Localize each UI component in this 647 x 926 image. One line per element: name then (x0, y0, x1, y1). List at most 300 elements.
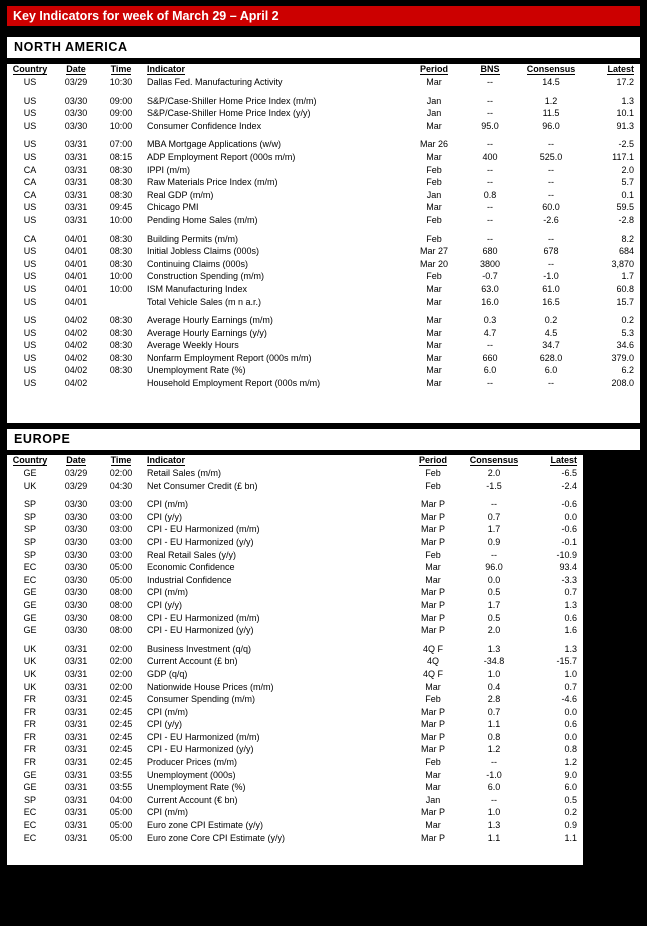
table-cell: US (23, 352, 37, 363)
table-cell: 03/30 (64, 562, 88, 573)
table-cell: 16.5 (542, 296, 560, 307)
table-cell: 03/31 (64, 807, 88, 818)
table-cell: 628.0 (539, 352, 563, 363)
table-row (7, 743, 583, 756)
table-cell: 09:45 (109, 202, 133, 213)
table-cell: 14.5 (542, 77, 560, 87)
table-cell: Euro zone Core CPI Estimate (y/y) (147, 832, 286, 843)
table-row (7, 794, 583, 807)
indicator-table (7, 64, 640, 390)
table-cell: UK (23, 643, 37, 654)
table-cell: 03:55 (109, 769, 133, 780)
table-cell: 02:00 (109, 468, 133, 478)
table-cell: 03/31 (64, 202, 88, 213)
table-cell: -- (487, 108, 493, 119)
table-cell: 6.0 (483, 365, 497, 376)
table-cell: 0.9 (487, 536, 501, 547)
table-row (7, 339, 640, 352)
table-cell: CPI (m/m) (147, 499, 188, 510)
table-cell: 0.0 (487, 574, 501, 585)
table-cell: Mar P (420, 536, 445, 547)
table-cell: Unemployment Rate (%) (147, 365, 246, 376)
table-cell: 03/31 (64, 681, 88, 692)
table-cell: 05:00 (109, 820, 133, 831)
table-cell: 0.2 (544, 315, 558, 326)
table-row (7, 693, 583, 706)
table-cell: 02:45 (109, 694, 133, 705)
table-cell: 03/31 (64, 832, 88, 843)
table-row (7, 624, 583, 637)
table-cell: Mar (426, 202, 442, 213)
table-cell: 08:30 (109, 352, 133, 363)
table-cell: 1.6 (564, 625, 577, 636)
table-cell: Net Consumer Credit (£ bn) (147, 480, 258, 491)
table-cell: UK (23, 480, 37, 491)
table-cell: 08:30 (109, 258, 133, 269)
table-cell: Feb (425, 757, 441, 768)
table-cell: 91.3 (616, 120, 634, 131)
table-cell: 10:00 (109, 120, 133, 131)
table-row (7, 314, 640, 327)
table-cell: 04/02 (64, 365, 88, 376)
table-cell: CPI - EU Harmonized (m/m) (147, 612, 260, 623)
table-cell: 17.2 (616, 77, 634, 87)
table-cell: 0.7 (564, 587, 577, 598)
table-cell: 2.0 (487, 625, 501, 636)
table-cell: 08:30 (109, 315, 133, 326)
table-cell: Mar P (420, 612, 445, 623)
table-cell: Mar (425, 820, 441, 831)
table-cell: US (23, 327, 37, 338)
table-cell: 03/31 (64, 820, 88, 831)
table-cell: -3.3 (561, 574, 577, 585)
table-cell: -34.8 (483, 656, 505, 667)
table-cell: -- (487, 77, 493, 87)
table-cell: 1.0 (564, 668, 577, 679)
table-cell: -- (548, 378, 554, 389)
table-cell: Mar 20 (419, 258, 448, 269)
table-cell: Mar 26 (419, 139, 448, 150)
table-cell: -- (548, 177, 554, 188)
table-cell: 08:30 (109, 246, 133, 257)
table-row (7, 574, 583, 587)
table-cell: Consumer Spending (m/m) (147, 694, 256, 705)
table-cell: Feb (425, 480, 441, 491)
table-cell: 1.1 (564, 832, 577, 843)
table-cell: 03/31 (64, 164, 88, 175)
column-header: Country (12, 455, 48, 465)
table-row (7, 655, 583, 668)
table-row (7, 781, 583, 794)
table-cell: 4.5 (544, 327, 558, 338)
table-cell: Current Account (£ bn) (147, 656, 238, 667)
table-cell: 04/02 (64, 327, 88, 338)
column-header: Consensus (469, 455, 519, 465)
table-row (7, 536, 583, 549)
table-cell: -1.5 (486, 480, 502, 491)
table-cell: 15.7 (616, 296, 634, 307)
table-cell: 03/30 (64, 574, 88, 585)
table-cell: 61.0 (542, 283, 560, 294)
table-cell: Feb (426, 177, 442, 188)
table-cell: Mar P (420, 719, 445, 730)
table-cell: 03/31 (64, 656, 88, 667)
table-cell: 03/31 (64, 139, 88, 150)
table-cell: Mar (425, 574, 441, 585)
table-cell: GE (23, 625, 37, 636)
table-cell: 03/30 (64, 549, 88, 560)
table-cell: 6.0 (564, 782, 577, 793)
table-cell: -0.6 (561, 499, 577, 510)
table-row (7, 76, 640, 89)
table-cell: 08:15 (109, 151, 133, 162)
table-cell: 525.0 (539, 151, 563, 162)
column-header: Latest (550, 455, 577, 465)
table-cell: 1.0 (487, 807, 501, 818)
table-cell: SP (23, 794, 36, 805)
table-cell: 03/30 (64, 612, 88, 623)
table-row (7, 164, 640, 177)
table-cell: Average Weekly Hours (147, 340, 239, 351)
table-cell: CPI (y/y) (147, 511, 182, 522)
table-cell: 6.0 (487, 782, 501, 793)
table-cell: 05:00 (109, 574, 133, 585)
table-cell: MBA Mortgage Applications (w/w) (147, 139, 282, 150)
table-cell: Continuing Claims (000s) (147, 258, 249, 269)
table-cell: Consumer Confidence Index (147, 120, 262, 131)
table-row (7, 756, 583, 769)
table-cell: 02:45 (109, 731, 133, 742)
table-cell: US (23, 258, 37, 269)
table-cell: 03/31 (64, 794, 88, 805)
table-cell: -4.6 (561, 694, 577, 705)
table-europe (6, 454, 584, 866)
table-cell: 02:00 (109, 643, 133, 654)
table-cell: 4Q F (422, 643, 443, 654)
table-cell: 03/31 (64, 668, 88, 679)
table-cell: -2.6 (543, 214, 559, 225)
table-cell: Mar P (420, 832, 445, 843)
table-cell: UK (23, 656, 37, 667)
table-cell: CPI (y/y) (147, 719, 182, 730)
table-cell: 10.1 (616, 108, 634, 119)
table-cell: -10.9 (556, 549, 577, 560)
table-cell: Nonfarm Employment Report (000s m/m) (147, 352, 312, 363)
table-row (7, 151, 640, 164)
table-cell: -- (548, 233, 554, 244)
table-cell: Mar P (420, 807, 445, 818)
table-cell: 678 (543, 246, 559, 257)
table-cell: 0.8 (483, 189, 497, 200)
table-cell: FR (24, 706, 36, 717)
table-cell: 379.0 (611, 352, 634, 363)
table-row (7, 599, 583, 612)
table-cell: Real GDP (m/m) (147, 189, 214, 200)
table-cell: -- (548, 164, 554, 175)
table-cell: Building Permits (m/m) (147, 233, 239, 244)
table-row (7, 806, 583, 819)
table-cell: FR (24, 694, 36, 705)
table-row (7, 498, 583, 511)
table-cell: FR (24, 731, 36, 742)
table-cell: Initial Jobless Claims (000s) (147, 246, 260, 257)
table-cell: EC (23, 807, 37, 818)
table-cell: -- (487, 139, 493, 150)
table-cell (99, 377, 143, 390)
table-cell: Mar P (420, 625, 445, 636)
table-cell: EC (23, 574, 37, 585)
table-row (7, 189, 640, 202)
table-cell: -- (487, 233, 493, 244)
table-cell: Jan (426, 95, 442, 106)
table-cell: Mar (426, 352, 442, 363)
table-cell: Mar P (420, 731, 445, 742)
table-cell: Mar P (420, 706, 445, 717)
table-cell: 10:30 (109, 77, 133, 87)
table-row (7, 832, 583, 845)
table-cell: GE (23, 599, 37, 610)
table-cell: 04/01 (64, 296, 88, 307)
table-cell: 11.5 (542, 108, 560, 119)
table-cell: Feb (426, 233, 442, 244)
table-cell: US (23, 271, 37, 282)
table-cell: CPI - EU Harmonized (y/y) (147, 625, 254, 636)
table-cell: 04/02 (64, 315, 88, 326)
table-cell: 03/31 (64, 177, 88, 188)
table-cell: 680 (482, 246, 498, 257)
table-cell: -- (548, 258, 554, 269)
table-cell: CPI (y/y) (147, 599, 182, 610)
table-cell: 93.4 (559, 562, 577, 573)
table-cell: 4.7 (483, 327, 497, 338)
table-cell: 08:30 (109, 233, 133, 244)
table-cell: CPI (m/m) (147, 706, 188, 717)
table-cell: -- (491, 794, 497, 805)
table-cell: CPI - EU Harmonized (y/y) (147, 536, 254, 547)
table-cell: -- (491, 757, 497, 768)
table-cell: Business Investment (q/q) (147, 643, 252, 654)
column-header: Country (12, 64, 48, 74)
table-cell: -- (487, 95, 493, 106)
table-cell: FR (24, 719, 36, 730)
table-cell: 08:00 (109, 625, 133, 636)
table-row (7, 586, 583, 599)
table-cell: US (23, 214, 37, 225)
table-cell: 08:30 (109, 327, 133, 338)
table-row (7, 612, 583, 625)
table-cell: US (23, 95, 37, 106)
table-cell: Nationwide House Prices (m/m) (147, 681, 274, 692)
table-cell: CA (23, 177, 37, 188)
table-cell: 03/30 (64, 587, 88, 598)
table-cell: 16.0 (481, 296, 499, 307)
table-row (7, 283, 640, 296)
table-row (7, 214, 640, 227)
table-cell: EC (23, 562, 37, 573)
table-cell: 0.7 (487, 511, 501, 522)
table-cell: Current Account (€ bn) (147, 794, 238, 805)
table-cell: 0.0 (564, 731, 577, 742)
table-cell: -2.4 (561, 480, 577, 491)
table-cell: CA (23, 189, 37, 200)
table-cell: 03/31 (64, 757, 88, 768)
table-cell: -0.1 (561, 536, 577, 547)
column-header: Date (66, 64, 86, 74)
table-cell: SP (23, 536, 36, 547)
table-cell: 1.3 (621, 95, 634, 106)
section-title: EUROPE (14, 432, 71, 446)
table-cell: FR (24, 744, 36, 755)
table-cell: CPI - EU Harmonized (y/y) (147, 744, 254, 755)
table-cell: 02:00 (109, 681, 133, 692)
table-cell: Feb (425, 694, 441, 705)
table-row (7, 120, 640, 133)
table-cell: 04/02 (64, 352, 88, 363)
table-cell: US (23, 120, 37, 131)
table-cell: Feb (426, 164, 442, 175)
table-cell: 6.0 (544, 365, 558, 376)
table-cell: 09:00 (109, 95, 133, 106)
table-cell: CA (23, 233, 37, 244)
table-row (7, 668, 583, 681)
table-cell: CPI (m/m) (147, 587, 188, 598)
table-cell: 1.3 (487, 643, 501, 654)
table-cell: US (23, 296, 37, 307)
table-cell: 208.0 (611, 378, 634, 389)
table-cell: 9.0 (564, 769, 577, 780)
table-cell: -- (487, 177, 493, 188)
table-cell: 03/31 (64, 189, 88, 200)
table-cell: -- (491, 549, 497, 560)
table-cell: US (23, 378, 37, 389)
table-cell: 1.0 (487, 668, 501, 679)
table-cell: 03/31 (64, 731, 88, 742)
table-cell: 05:00 (109, 807, 133, 818)
table-cell: Construction Spending (m/m) (147, 271, 265, 282)
table-cell: -2.8 (618, 214, 634, 225)
table-cell: 60.0 (542, 202, 560, 213)
table-cell: -- (487, 340, 493, 351)
table-cell: S&P/Case-Shiller Home Price Index (y/y) (147, 108, 311, 119)
table-cell: Unemployment (000s) (147, 769, 236, 780)
table-row (7, 731, 583, 744)
column-header: Time (110, 455, 132, 465)
table-cell: 1.2 (487, 744, 501, 755)
table-row (7, 549, 583, 562)
table-cell: 2.0 (487, 468, 501, 478)
table-cell: Mar P (420, 499, 445, 510)
table-cell: 5.7 (621, 177, 634, 188)
table-cell: Household Employment Report (000s m/m) (147, 378, 321, 389)
table-cell: 1.7 (487, 599, 501, 610)
table-cell: Jan (425, 794, 441, 805)
table-cell: 08:30 (109, 164, 133, 175)
table-row (7, 233, 640, 246)
table-cell: US (23, 365, 37, 376)
table-cell: CPI - EU Harmonized (m/m) (147, 524, 260, 535)
table-cell: 0.7 (564, 681, 577, 692)
table-cell: GE (23, 587, 37, 598)
indicator-table (7, 455, 583, 844)
table-row (7, 270, 640, 283)
table-cell: 04/01 (64, 283, 88, 294)
table-cell: 04:30 (109, 480, 133, 491)
table-cell: 03/30 (64, 95, 88, 106)
table-cell: 684 (618, 246, 634, 257)
table-cell: Mar (426, 120, 442, 131)
table-row (7, 364, 640, 377)
table-cell: -- (548, 139, 554, 150)
table-cell: 03/29 (64, 480, 88, 491)
table-cell: 03/30 (64, 120, 88, 131)
table-cell: Jan (426, 189, 442, 200)
table-cell: 1.1 (487, 832, 501, 843)
table-row (7, 327, 640, 340)
table-cell: 4Q F (422, 668, 443, 679)
table-row (7, 819, 583, 832)
table-cell: 0.0 (564, 511, 577, 522)
table-cell: Mar (425, 782, 441, 793)
table-cell: SP (23, 511, 36, 522)
table-cell: -0.6 (561, 524, 577, 535)
table-cell: 0.8 (487, 731, 501, 742)
table-cell: 03/31 (64, 694, 88, 705)
table-cell: Mar (426, 378, 442, 389)
table-cell: 0.6 (564, 719, 577, 730)
table-cell: FR (24, 757, 36, 768)
table-cell: CPI - EU Harmonized (m/m) (147, 731, 260, 742)
table-cell: 34.6 (616, 340, 634, 351)
document-title-bar (6, 5, 641, 27)
table-cell: Feb (425, 468, 441, 478)
table-cell: 08:30 (109, 177, 133, 188)
table-cell: SP (23, 549, 36, 560)
table-cell: -1.0 (543, 271, 559, 282)
page-title: Key Indicators for week of March 29 – April 2 (13, 9, 279, 23)
table-cell: US (23, 340, 37, 351)
table-cell: Euro zone CPI Estimate (y/y) (147, 820, 264, 831)
table-cell: Chicago PMI (147, 202, 199, 213)
table-row (7, 138, 640, 151)
table-cell: 03/31 (64, 769, 88, 780)
table-cell: 02:45 (109, 757, 133, 768)
table-cell: Jan (426, 108, 442, 119)
table-cell: 03/31 (64, 214, 88, 225)
table-cell: 03/30 (64, 524, 88, 535)
table-cell: Mar (426, 315, 442, 326)
table-cell: 4Q (426, 656, 439, 667)
table-cell: 04/01 (64, 233, 88, 244)
table-cell: 5.3 (621, 327, 634, 338)
table-cell: 02:00 (109, 656, 133, 667)
table-cell: Raw Materials Price Index (m/m) (147, 177, 278, 188)
table-cell: 03:55 (109, 782, 133, 793)
table-cell: 08:30 (109, 340, 133, 351)
table-cell: -15.7 (556, 656, 577, 667)
table-cell: Retail Sales (m/m) (147, 468, 222, 478)
table-cell: -2.5 (618, 139, 634, 150)
table-cell: 0.1 (621, 189, 634, 200)
column-header: Period (419, 64, 448, 74)
table-cell: US (23, 315, 37, 326)
table-cell: Average Hourly Earnings (y/y) (147, 327, 267, 338)
table-cell: 03:00 (109, 499, 133, 510)
table-cell: 03/31 (64, 706, 88, 717)
table-cell: 96.0 (542, 120, 560, 131)
table-cell: 60.8 (616, 283, 634, 294)
table-cell: 0.4 (487, 681, 501, 692)
table-cell: 08:00 (109, 599, 133, 610)
